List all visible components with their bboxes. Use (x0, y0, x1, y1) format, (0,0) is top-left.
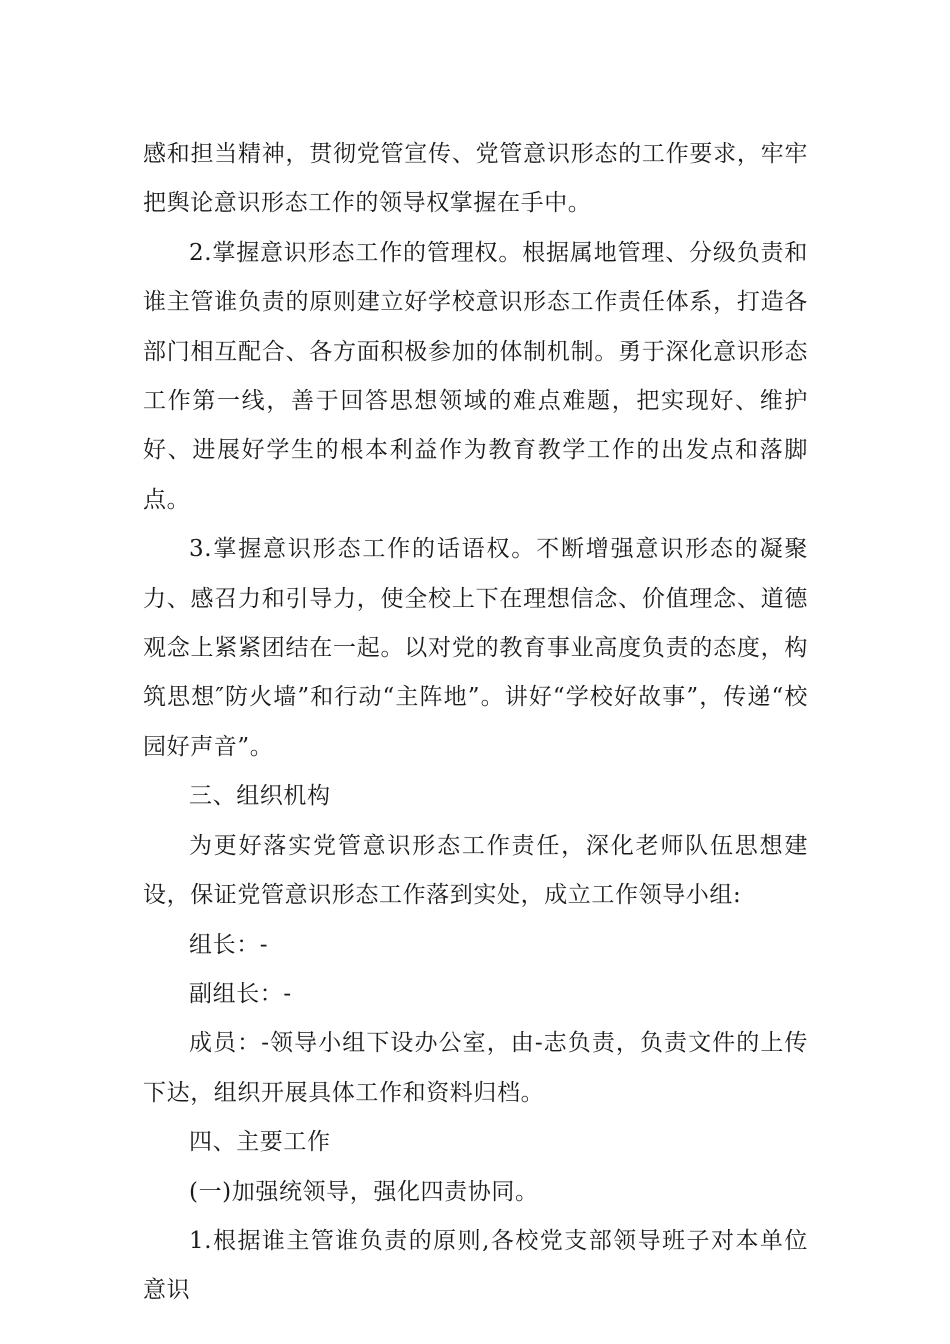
paragraph-continuation: 感和担当精神，贯彻党管宣传、党管意识形态的工作要求，牢牢把舆论意识形态工作的领导权掌握在手中。 (143, 141, 808, 217)
document-body (143, 130, 808, 1316)
paragraph-discourse-right: 3.掌握意识形态工作的话语权。不断增强意识形态的凝聚力、感召力和引导力，使全校上下在理想信念、价值理念、道德观念上紧紧团结在一起。以对党的教育事业高度负责的态度，构筑思想″防火墙”和行动“主阵地”。讲好“学校好故事”，传递“校园好声音”。 (143, 536, 808, 760)
paragraph-organization-intro: 为更好落实党管意识形态工作责任，深化老师队伍思想建设，保证党管意识形态工作落到实处，成立工作领导小组: (143, 832, 808, 909)
paragraph-deputy-leader: 副组长：- (189, 980, 292, 1007)
paragraph-item-1: 1.根据谁主管谁负责的原则,各校党支部领导班子对本单位意识 (143, 1227, 808, 1304)
section-heading-main-work: 四、主要工作 (189, 1129, 331, 1156)
paragraph-management-right: 2.掌握意识形态工作的管理权。根据属地管理、分级负责和谁主管谁负责的原则建立好学校意识形态工作责任体系，打造各部门相互配合、各方面积极参加的体制机制。勇于深化意识形态工作第一线，善于回答思想领域的难点难题，把实现好、维护好、进展好学生的根本利益作为教育教学工作的出发点和落脚点。 (143, 239, 808, 513)
paragraph-group-leader: 组长：- (189, 931, 269, 958)
subsection-heading-leadership: (一)加强统领导，强化四责协同。 (189, 1178, 539, 1205)
paragraph-members: 成员：-领导小组下设办公室，由-志负责，负责文件的上传下达，组织开展具体工作和资料归档。 (143, 1030, 808, 1106)
section-heading-organization: 三、组织机构 (189, 783, 331, 810)
